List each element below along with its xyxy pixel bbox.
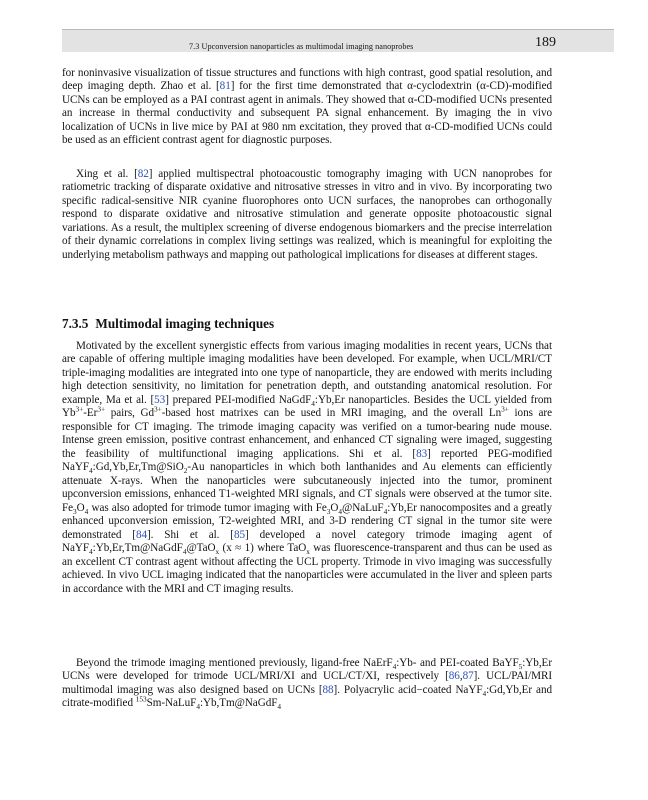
citation-link[interactable]: 83: [416, 447, 428, 460]
citation-link[interactable]: 86: [448, 670, 460, 683]
page-number: 189: [535, 35, 556, 50]
citation-link[interactable]: 84: [135, 528, 148, 541]
citation-link[interactable]: 87: [462, 670, 474, 683]
section-heading: [62, 316, 274, 332]
section-title: Multimodal imaging techniques: [95, 316, 275, 331]
citation-link[interactable]: 82: [137, 168, 149, 180]
paragraph-2: Xing et al. [82] applied multispectral photoacoustic tomography imaging with UCN nanoprobes for ratiometric tracking of disparate oxidative and nitrosative stresses in vitro and in vivo. By incorporating two specific radical-sensitive NIR cyanine fluorophores onto UCN surfaces, the nanoprobes can orthogonally respond to disparate oxidative and nitrosative stimulation and generate opposite photoacoustic signal variations. As a result, the multiplex screening of diverse endogenous biomarkers and the precise interrelation of their dynamic correlations in complex living settings was realized, which is meaningful for exploiting the underlying metabolism pathways and mapping out pathological implications for diseases at different stages.: [62, 168, 552, 261]
running-title: 7.3 Upconversion nanoparticles as multimodal imaging nanoprobes: [189, 42, 414, 51]
paragraph-4: Beyond the trimode imaging mentioned previously, ligand-free NaErF$_4$:Yb- and PEI-coated BaYF$_5$:Yb,Er UCNs were developed for trimode UCL/MRI/XI and UCL/CT/XI, respectively [86,87]. UCL/PAI/MRI multimodal imaging was also designed based on UCNs [88]. Polyacrylic acid−coated NaYF$_4$:Gd,Yb,Er and citrate-modified $^{153}$Sm-NaLuF$_4$:Yb,Tm@NaGdF$_4$: [62, 657, 552, 712]
citation-link[interactable]: 88: [322, 683, 334, 696]
paragraph-1: for noninvasive visualization of tissue structures and functions with high contrast, good spatial resolution, and deep imaging depth. Zhao et al. [81] for the first time demonstrated that α-cyclodextrin (α-CD)-modified UCNs can be employed as a PAI contrast agent in animals. They showed that α-CD-modified UCNs presented an increase in thermal conductivity and subsequent PA signal enhancement. By imaging the in vivo localization of UCNs in live mice by PAI at 980 nm excitation, they proved that α-CD-modified UCNs could be used as an efficient contrast agent for diagnostic purposes.: [62, 67, 553, 147]
paragraph-3: Motivated by the excellent synergistic effects from various imaging modalities in recent years, UCNs that are capable of offering multiple imaging modalities have been developed. For example, when UCL/MRI/CT triple-imaging modalities are integrated into one type of nanoparticle, they are endowed with merits including high detection sensitivity, no limitation for penetration depth, and outstanding anatomical resolution. For example, Ma et al. [53] prepared PEI-modified NaGdF$_4$:Yb,Er nanoparticles. Besides the UCL yielded from $Yb^{3+}-Er^{3+}$ pairs, $Gd^{3+}$-based host matrixes can be used in MRI imaging, and the overall $Ln^{3+}$ ions are responsible for CT imaging. The trimode imaging capacity was verified on a tumor-bearing nude mouse. Intense green emission, positive contrast enhancement, and enhanced CT signaling were imaged, suggesting the feasibility of multifunctional imaging applications. Shi et al. [83] reported PEG-modified NaYF$_4$:Gd,Yb,Er,Tm@SiO$_2$-Au nanoparticles in which both lanthanides and Au elements can efficiently attenuate X-rays. When the nanoparticles were subcutaneously injected into the tumor, prominent upconversion emissions, enhanced T1-weighted MRI signals, and CT signals were observed at the tumor site. $Fe_3O_4$ was also adopted for trimode tumor imaging with $Fe_3O_4@NaLuF_4:Yb,Er$ nanocomposites and a greatly enhanced upconversion emission, T2-weighted MRI, and 3-D rendering CT signal in the tumor site were demonstrated [84]. Shi et al. [85] developed a novel category trimode imaging agent of NaYF$_4$:Yb,Er,Tm@NaGdF$_4$@TaO$_x$ (x ≈ 1) where TaO$_x$ was fluorescence-transparent and thus can be used as an excellent CT contrast agent without affecting the UCL property. Trimode in vivo imaging was successfully achieved. In vivo UCL imaging indicated that the nanoparticles were accumulated in the liver and spleen parts in accordance with the MRI and CT imaging results.: [62, 340, 553, 595]
citation-link[interactable]: 85: [233, 528, 246, 541]
citation-link[interactable]: 81: [219, 80, 231, 93]
citation-link[interactable]: 53: [154, 393, 166, 406]
section-number: 7.3.5: [62, 316, 89, 331]
